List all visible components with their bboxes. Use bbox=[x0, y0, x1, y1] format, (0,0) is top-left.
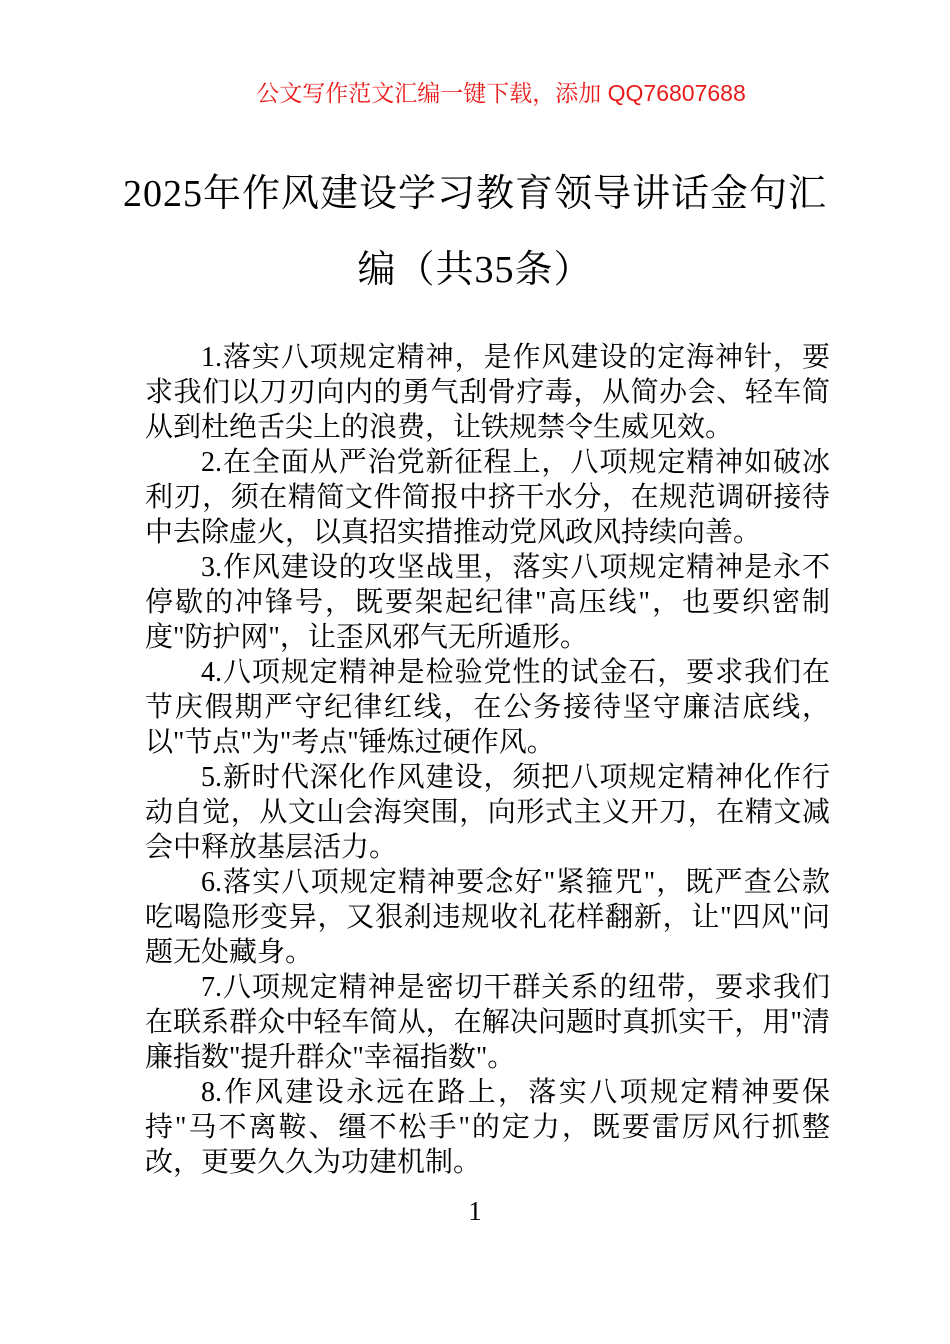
paragraph: 3.作风建设的攻坚战里，落实八项规定精神是永不停歇的冲锋号，既要架起纪律"高压线"，也要织密制度"防护网"，让歪风邪气无所遁形。 bbox=[145, 552, 830, 653]
paragraph: 7.八项规定精神是密切干群关系的纽带，要求我们在联系群众中轻车简从，在解决问题时真抓实干，用"清廉指数"提升群众"幸福指数"。 bbox=[145, 972, 830, 1073]
promo-header: 公文写作范文汇编一键下载，添加 QQ76807688 bbox=[256, 80, 746, 106]
paragraph: 1.落实八项规定精神，是作风建设的定海神针，要求我们以刀刃向内的勇气刮骨疗毒，从简办会、轻车简从到杜绝舌尖上的浪费，让铁规禁令生威见效。 bbox=[145, 342, 830, 443]
document-title: 2025年作风建设学习教育领导讲话金句汇编（共35条） bbox=[122, 173, 827, 291]
paragraph: 6.落实八项规定精神要念好"紧箍咒"，既严查公款吃喝隐形变异，又狠刹违规收礼花样翻新，让"四风"问题无处藏身。 bbox=[145, 867, 830, 968]
paragraph: 8.作风建设永远在路上，落实八项规定精神要保持"马不离鞍、缰不松手"的定力，既要雷厉风行抓整改，更要久久为功建机制。 bbox=[145, 1077, 830, 1178]
paragraph: 5.新时代深化作风建设，须把八项规定精神化作行动自觉，从文山会海突围，向形式主义开刀，在精文减会中释放基层活力。 bbox=[145, 762, 830, 863]
page-number: 1 bbox=[468, 1196, 482, 1226]
document-body bbox=[145, 340, 830, 1180]
paragraph: 2.在全面从严治党新征程上，八项规定精神如破冰利刃，须在精简文件简报中挤干水分，在规范调研接待中去除虚火，以真招实措推动党风政风持续向善。 bbox=[145, 447, 830, 548]
paragraph: 4.八项规定精神是检验党性的试金石，要求我们在节庆假期严守纪律红线，在公务接待坚守廉洁底线，以"节点"为"考点"锤炼过硬作风。 bbox=[145, 657, 830, 758]
